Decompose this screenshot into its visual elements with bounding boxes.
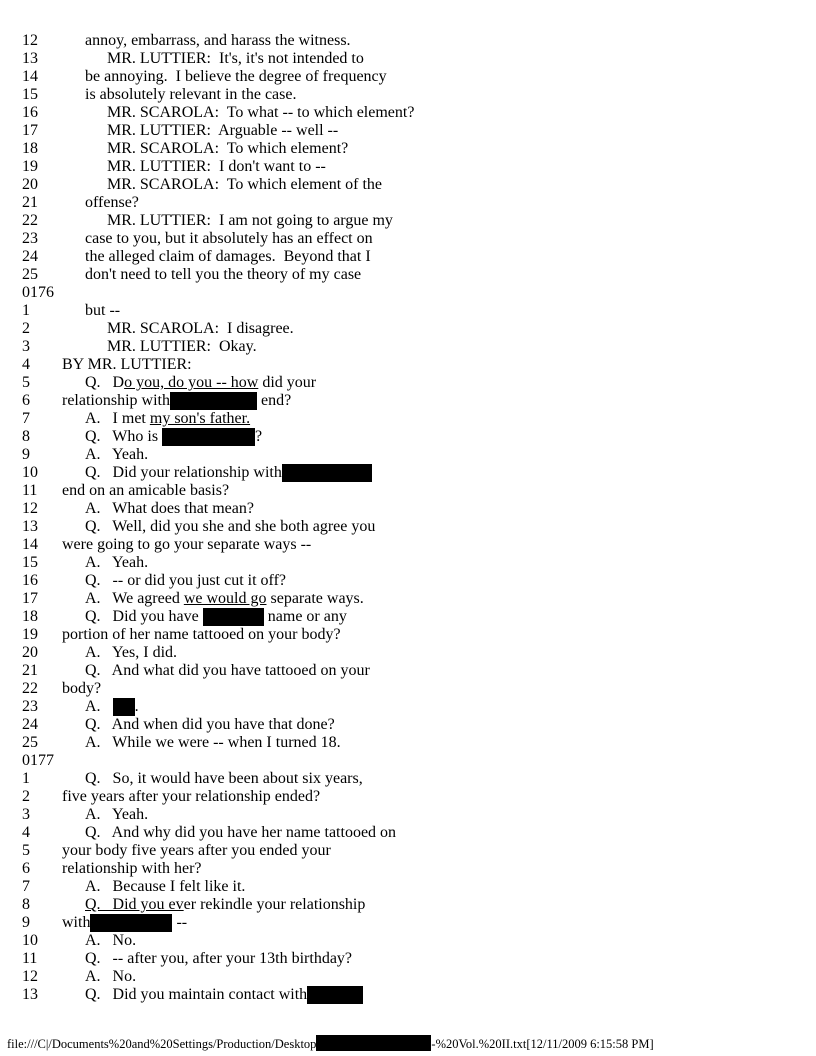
text-segment: MR. LUTTIER: Arguable -- well -- [107, 122, 339, 139]
text-segment: A. While we were -- when I turned 18. [85, 734, 341, 751]
transcript-line [22, 806, 812, 824]
line-number: 17 [22, 590, 38, 607]
line-text [107, 104, 812, 122]
line-text [85, 230, 812, 248]
line-text [85, 464, 812, 482]
line-number: 19 [22, 626, 38, 643]
text-segment: did your [258, 374, 317, 391]
line-text [85, 302, 812, 320]
line-number: 9 [22, 914, 30, 931]
redaction-box [282, 464, 372, 482]
text-segment: portion of her name tattooed on your body? [62, 626, 341, 643]
line-text [85, 500, 812, 518]
line-number: 5 [22, 374, 30, 391]
text-segment: MR. LUTTIER: I don't want to -- [107, 158, 326, 175]
text-segment: ? [255, 428, 263, 445]
line-number: 2 [22, 788, 30, 805]
text-segment: Q. Did you maintain contact with [85, 986, 308, 1003]
text-segment: end on an amicable basis? [62, 482, 230, 499]
transcript-line [22, 464, 812, 482]
transcript-line [22, 338, 812, 356]
line-number: 4 [22, 824, 30, 841]
line-text [107, 50, 812, 68]
line-text [107, 158, 812, 176]
line-text [85, 986, 812, 1004]
transcript-line [22, 518, 812, 536]
line-number: 1 [22, 302, 30, 319]
text-segment: end? [256, 392, 292, 409]
text-segment: A. [85, 698, 113, 715]
text-segment: A. Yeah. [85, 806, 149, 823]
text-segment: Q. So, it would have been about six years, [85, 770, 363, 787]
line-text [85, 266, 812, 284]
line-number: 11 [22, 482, 38, 499]
text-segment: -- [172, 914, 188, 931]
line-number: 10 [22, 932, 38, 949]
transcript-line [22, 914, 812, 932]
text-segment: with [62, 914, 91, 931]
transcript-line [22, 158, 812, 176]
line-text [85, 806, 812, 824]
line-text [85, 932, 812, 950]
line-text [62, 914, 812, 932]
redaction-box [316, 1035, 431, 1051]
text-segment: separate ways. [266, 590, 364, 607]
transcript-line [22, 716, 812, 734]
line-number: 13 [22, 986, 38, 1003]
line-text [85, 518, 812, 536]
line-number: 12 [22, 968, 38, 985]
text-segment: MR. LUTTIER: Okay. [107, 338, 257, 355]
text-segment: were going to go your separate ways -- [62, 536, 312, 553]
line-text [85, 878, 812, 896]
transcript-line [22, 734, 812, 752]
line-number: 20 [22, 644, 38, 661]
line-number: 15 [22, 86, 38, 103]
text-segment: Q. -- or did you just cut it off? [85, 572, 287, 589]
transcript-line [22, 140, 812, 158]
text-segment: but -- [85, 302, 121, 319]
line-text [62, 680, 812, 698]
line-number: 12 [22, 32, 38, 49]
line-text [62, 356, 812, 374]
transcript-line [22, 302, 812, 320]
line-text [62, 626, 812, 644]
line-text [62, 788, 812, 806]
line-number: 17 [22, 122, 38, 139]
transcript-line [22, 122, 812, 140]
line-text [62, 536, 812, 554]
transcript-line [22, 176, 812, 194]
line-number: 18 [22, 140, 38, 157]
line-number: 3 [22, 338, 30, 355]
transcript-line [22, 662, 812, 680]
text-segment: -%20Vol.%20II.txt[12/11/2009 6:15:58 PM] [431, 1037, 654, 1051]
line-number: 9 [22, 446, 30, 463]
line-number: 19 [22, 158, 38, 175]
line-text [85, 824, 812, 842]
line-number: 21 [22, 662, 38, 679]
transcript-line [22, 698, 812, 716]
line-text [62, 392, 812, 410]
redaction-box [307, 986, 363, 1004]
redaction-box [162, 428, 255, 446]
line-text [107, 176, 812, 194]
text-segment: case to you, but it absolutely has an effect on [85, 230, 373, 247]
redaction-box [113, 698, 135, 716]
transcript-line [22, 572, 812, 590]
text-segment: A. No. [85, 968, 137, 985]
transcript-line [22, 500, 812, 518]
line-text [85, 446, 812, 464]
transcript-line [22, 752, 812, 770]
text-segment: Q. And what did you have tattooed on your [85, 662, 370, 679]
line-text [85, 428, 812, 446]
line-text [85, 572, 812, 590]
text-segment: A. Yeah. [85, 554, 149, 571]
line-text [107, 122, 812, 140]
text-segment: MR. SCAROLA: To which element? [107, 140, 349, 157]
text-segment: A. Yes, I did. [85, 644, 178, 661]
transcript-line [22, 788, 812, 806]
line-text [85, 770, 812, 788]
line-text [85, 644, 812, 662]
line-number: 4 [22, 356, 30, 373]
transcript-line [22, 536, 812, 554]
transcript-line [22, 284, 812, 302]
transcript-line [22, 230, 812, 248]
text-segment: relationship with her? [62, 860, 202, 877]
text-segment: is absolutely relevant in the case. [85, 86, 297, 103]
transcript-line [22, 896, 812, 914]
line-text [85, 410, 812, 428]
transcript-line [22, 194, 812, 212]
text-segment: er rekindle your relationship [183, 896, 366, 913]
text-segment: A. No. [85, 932, 137, 949]
text-segment: Q. -- after you, after your 13th birthday? [85, 950, 353, 967]
line-text [107, 140, 812, 158]
transcript-line [22, 770, 812, 788]
line-text [85, 950, 812, 968]
line-text [62, 482, 812, 500]
line-number: 24 [22, 716, 38, 733]
line-text [107, 320, 812, 338]
transcript-line [22, 248, 812, 266]
text-segment: Q. And when did you have that done? [85, 716, 335, 733]
line-number: 16 [22, 572, 38, 589]
transcript-line [22, 626, 812, 644]
transcript-line [22, 410, 812, 428]
transcript-line [22, 374, 812, 392]
line-number: 12 [22, 500, 38, 517]
line-text [85, 734, 812, 752]
transcript-line [22, 968, 812, 986]
transcript-line [22, 482, 812, 500]
transcript-line [22, 986, 812, 1004]
line-number: 25 [22, 734, 38, 751]
line-number: 13 [22, 50, 38, 67]
line-text [85, 32, 812, 50]
transcript-line [22, 392, 812, 410]
transcript-line [22, 356, 812, 374]
transcript-line [22, 86, 812, 104]
text-segment: name or any [263, 608, 347, 625]
text-segment: MR. LUTTIER: I am not going to argue my [107, 212, 393, 229]
line-number: 11 [22, 950, 38, 967]
line-text [85, 86, 812, 104]
line-number: 24 [22, 248, 38, 265]
line-number: 18 [22, 608, 38, 625]
line-number: 25 [22, 266, 38, 283]
transcript-line [22, 608, 812, 626]
transcript-line [22, 554, 812, 572]
text-segment: be annoying. I believe the degree of frequency [85, 68, 387, 85]
line-number: 1 [22, 770, 30, 787]
line-number: 16 [22, 104, 38, 121]
line-number: 23 [22, 698, 38, 715]
transcript-line [22, 644, 812, 662]
transcript-line [22, 212, 812, 230]
text-segment: Q. And why did you have her name tattooed on [85, 824, 397, 841]
line-number: 7 [22, 410, 30, 427]
transcript-line [22, 428, 812, 446]
text-segment: Q. Did you have [85, 608, 203, 625]
underlined-text-segment: Q. Did you ev [85, 896, 184, 913]
transcript-line [22, 446, 812, 464]
line-text [85, 716, 812, 734]
line-number: 2 [22, 320, 30, 337]
transcript-line [22, 878, 812, 896]
line-number: 8 [22, 428, 30, 445]
text-segment: MR. SCAROLA: To which element of the [107, 176, 383, 193]
text-segment: Q. Did your relationship with [85, 464, 282, 481]
line-number: 22 [22, 212, 38, 229]
line-text [85, 698, 812, 716]
line-number: 6 [22, 392, 30, 409]
line-text [62, 752, 812, 770]
text-segment: A. What does that mean? [85, 500, 254, 517]
transcript-line [22, 932, 812, 950]
line-text [85, 194, 812, 212]
line-text [85, 968, 812, 986]
line-number: 10 [22, 464, 38, 481]
line-text [85, 590, 812, 608]
text-segment: Q. Well, did you she and she both agree you [85, 518, 376, 535]
transcript-line [22, 68, 812, 86]
line-number: 15 [22, 554, 38, 571]
line-text [62, 842, 812, 860]
text-segment: file:///C|/Documents%20and%20Settings/Production/Desktop [7, 1037, 317, 1051]
text-segment: MR. LUTTIER: It's, it's not intended to [107, 50, 364, 67]
text-segment: don't need to tell you the theory of my case [85, 266, 362, 283]
line-number: 13 [22, 518, 38, 535]
underlined-text-segment: we would go [183, 590, 267, 607]
line-number: 23 [22, 230, 38, 247]
line-number: 20 [22, 176, 38, 193]
text-segment: MR. SCAROLA: To what -- to which element? [107, 104, 415, 121]
text-segment: BY MR. LUTTIER: [62, 356, 192, 373]
transcript-line [22, 680, 812, 698]
line-number: 22 [22, 680, 38, 697]
line-text [62, 284, 812, 302]
footer-file-path [7, 1035, 654, 1053]
transcript-page [22, 32, 812, 1004]
line-text [62, 860, 812, 878]
text-segment: MR. SCAROLA: I disagree. [107, 320, 294, 337]
redaction-box [203, 608, 264, 626]
redaction-box [170, 392, 257, 410]
transcript-line [22, 950, 812, 968]
underlined-text-segment: o you, do you -- how [124, 374, 259, 391]
line-number: 3 [22, 806, 30, 823]
line-text [85, 608, 812, 626]
text-segment: Q. Who is [85, 428, 163, 445]
text-segment: A. We agreed [85, 590, 184, 607]
transcript-line [22, 824, 812, 842]
line-number: 14 [22, 536, 38, 553]
line-number: 5 [22, 842, 30, 859]
transcript-line [22, 104, 812, 122]
transcript-line [22, 32, 812, 50]
text-segment: Q. D [85, 374, 125, 391]
line-number: 21 [22, 194, 38, 211]
transcript-line [22, 590, 812, 608]
line-text [107, 338, 812, 356]
line-text [85, 68, 812, 86]
line-number: 6 [22, 860, 30, 877]
text-segment: your body five years after you ended your [62, 842, 331, 859]
transcript-line [22, 842, 812, 860]
line-text [107, 212, 812, 230]
page-number: 0177 [22, 752, 54, 769]
redaction-box [90, 914, 172, 932]
text-segment: the alleged claim of damages. Beyond that I [85, 248, 371, 265]
text-segment: . [134, 698, 139, 715]
underlined-text-segment: my son's father. [149, 410, 251, 427]
transcript-line [22, 50, 812, 68]
line-text [85, 554, 812, 572]
line-number: 14 [22, 68, 38, 85]
transcript-line [22, 860, 812, 878]
page-number: 0176 [22, 284, 54, 301]
line-text [85, 374, 812, 392]
text-segment: A. Because I felt like it. [85, 878, 246, 895]
text-segment: A. I met [85, 410, 150, 427]
text-segment: body? [62, 680, 102, 697]
text-segment: A. Yeah. [85, 446, 149, 463]
text-segment: offense? [85, 194, 139, 211]
line-text [85, 896, 812, 914]
text-segment: relationship with [62, 392, 170, 409]
line-number: 8 [22, 896, 30, 913]
line-text [85, 248, 812, 266]
line-text [85, 662, 812, 680]
line-number: 7 [22, 878, 30, 895]
transcript-line [22, 266, 812, 284]
text-segment: five years after your relationship ended? [62, 788, 321, 805]
transcript-line [22, 320, 812, 338]
text-segment: annoy, embarrass, and harass the witness. [85, 32, 351, 49]
